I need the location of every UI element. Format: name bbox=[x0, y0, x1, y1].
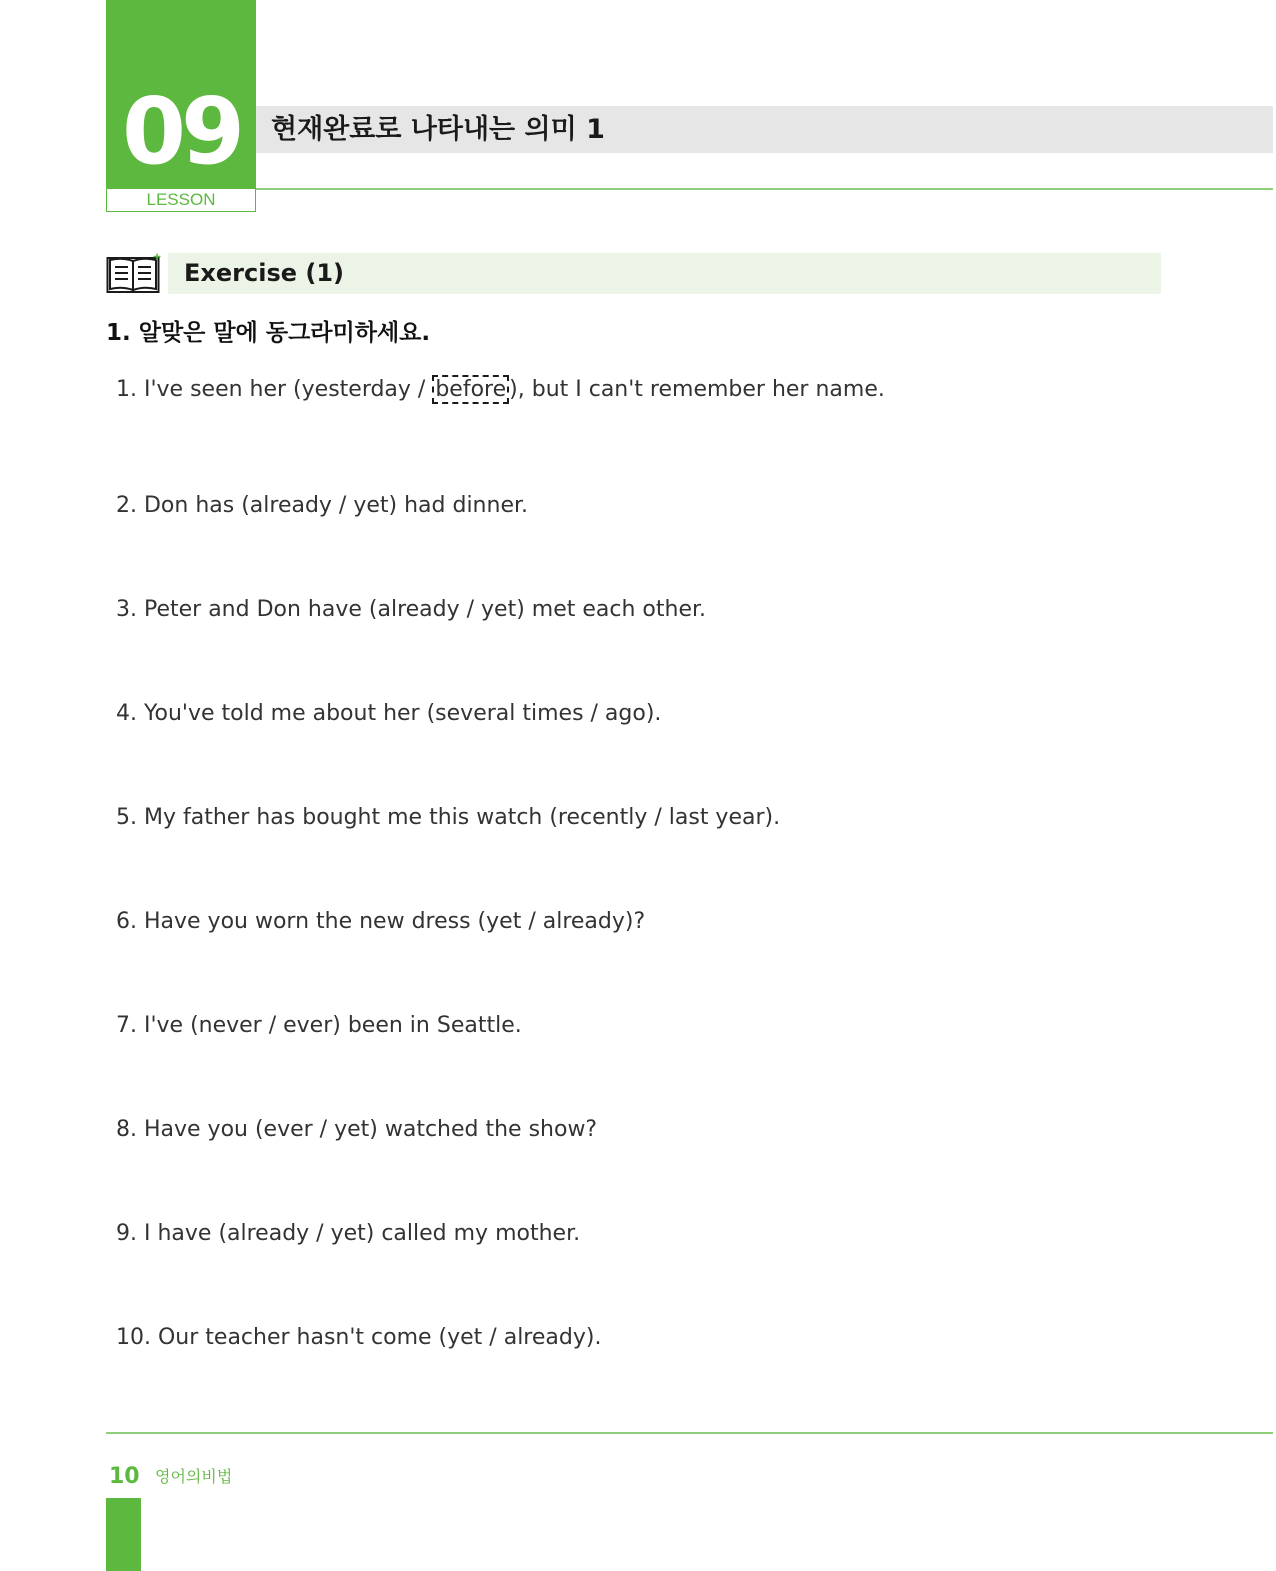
exercise-heading-bar bbox=[168, 253, 1161, 294]
question-item-8: 8. Have you (ever / yet) watched the show? bbox=[116, 1117, 598, 1142]
question-item-2: 2. Don has (already / yet) had dinner. bbox=[116, 493, 528, 518]
question-item-3: 3. Peter and Don have (already / yet) met each other. bbox=[116, 597, 707, 622]
footer-tab bbox=[106, 1498, 141, 1571]
header-divider bbox=[256, 188, 1273, 190]
question-item-9: 9. I have (already / yet) called my mother. bbox=[116, 1221, 581, 1246]
instruction-text: 1. 알맞은 말에 동그라미하세요. bbox=[106, 320, 431, 346]
question-item-6: 6. Have you worn the new dress (yet / already)? bbox=[116, 909, 646, 934]
question-item-10: 10. Our teacher hasn't come (yet / already). bbox=[116, 1325, 602, 1350]
book-icon bbox=[106, 253, 162, 295]
question-item-4: 4. You've told me about her (several times / ago). bbox=[116, 701, 662, 726]
lesson-title: 현재완료로 나타내는 의미 1 bbox=[271, 114, 605, 145]
lesson-number: 09 bbox=[121, 78, 241, 185]
question-text: 1. I've seen her (yesterday / bbox=[116, 377, 433, 402]
lesson-number-block bbox=[106, 0, 256, 188]
page-number: 10 bbox=[109, 1464, 140, 1489]
question-text: ), but I can't remember her name. bbox=[509, 377, 885, 402]
lesson-label: LESSON bbox=[106, 188, 256, 212]
question-item-5: 5. My father has bought me this watch (recently / last year). bbox=[116, 805, 781, 830]
exercise-title: Exercise (1) bbox=[184, 259, 344, 287]
answer-marked: before bbox=[432, 375, 509, 404]
question-item-1 bbox=[116, 374, 885, 406]
book-title: 영어의비법 bbox=[155, 1467, 233, 1486]
lesson-title-bar bbox=[256, 106, 1273, 153]
question-item-7: 7. I've (never / ever) been in Seattle. bbox=[116, 1013, 522, 1038]
footer-divider bbox=[106, 1432, 1273, 1434]
